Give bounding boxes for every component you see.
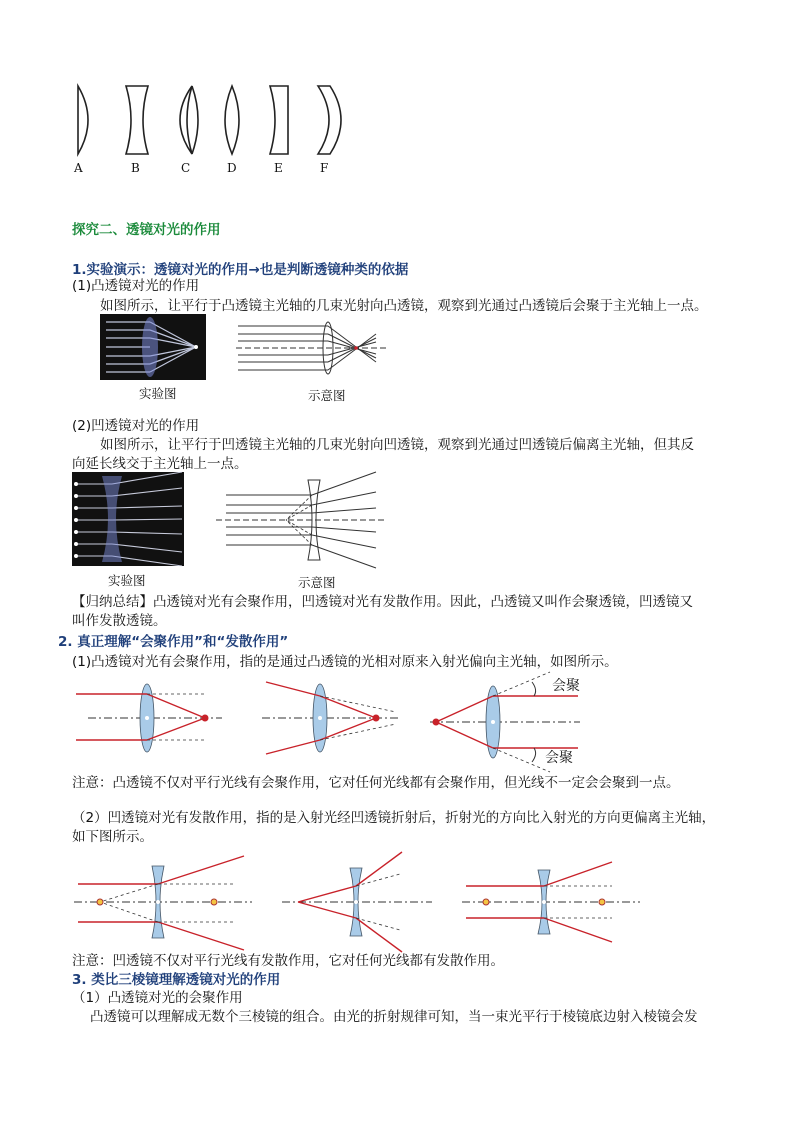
lens-label-f: F — [320, 161, 329, 175]
divergence-diagram-2 — [282, 852, 462, 952]
converge-note: 注意：凸透镜不仅对平行光线有会聚作用，它对任何光线都有会聚作用，但光线不一定会会聚到一点。 — [72, 775, 680, 791]
convex-schematic-caption: 示意图 — [308, 388, 346, 403]
summary-line-2: 叫作发散透镜。 — [72, 613, 167, 629]
convex-description: 如图所示，让平行于凸透镜主光轴的几束光射向凸透镜，观察到光通过凸透镜后会聚于主光轴上一点。 — [100, 298, 708, 314]
converge-label-top: 会聚 — [552, 678, 580, 694]
diverge-note: 注意：凹透镜不仅对平行光线有发散作用，它对任何光线都有发散作用。 — [72, 953, 504, 969]
convergence-diagram-1 — [72, 676, 232, 756]
section-title: 探究二、透镜对光的作用 — [72, 222, 221, 238]
lens-shapes-figure — [0, 0, 794, 190]
concave-experiment-photo — [72, 472, 184, 566]
convex-experiment-caption: 实验图 — [139, 386, 177, 401]
subsection-2-title: 2. 真正理解“会聚作用”和“发散作用” — [58, 634, 289, 650]
convergence-diagram-2 — [258, 676, 418, 756]
lens-label-c: C — [181, 161, 191, 175]
concave-experiment-caption: 实验图 — [108, 573, 146, 588]
lens-label-e: E — [274, 161, 283, 175]
lens-label-a: A — [74, 161, 83, 175]
converge-explanation: (1)凸透镜对光有会聚作用，指的是通过凸透镜的光相对原来入射光偏向主光轴，如图所示。 — [72, 654, 618, 670]
divergence-diagram-1 — [74, 852, 254, 952]
concave-heading: (2)凹透镜对光的作用 — [72, 418, 200, 434]
prism-heading: （1）凸透镜对光的会聚作用 — [72, 990, 243, 1006]
prism-description: 凸透镜可以理解成无数个三棱镜的组合。由光的折射规律可知，当一束光平行于棱镜底边射入棱镜会发 — [90, 1009, 698, 1025]
lens-label-d: D — [227, 161, 237, 175]
convex-schematic-diagram — [236, 318, 386, 378]
concave-description-2: 向延长线交于主光轴上一点。 — [72, 456, 248, 472]
convergence-diagram-3 — [430, 672, 620, 772]
subsection-1-title: 1.实验演示：透镜对光的作用→也是判断透镜种类的依据 — [72, 262, 409, 278]
concave-description-1: 如图所示，让平行于凹透镜主光轴的几束光射向凹透镜，观察到光通过凹透镜后偏离主光轴，但其反 — [100, 437, 694, 453]
divergence-diagram-3 — [462, 852, 642, 952]
converge-label-bottom: 会聚 — [545, 750, 573, 766]
lens-label-b: B — [131, 161, 140, 175]
convex-heading: (1)凸透镜对光的作用 — [72, 278, 200, 294]
subsection-3-title: 3. 类比三棱镜理解透镜对光的作用 — [72, 972, 281, 988]
diverge-explanation-2: 如下图所示。 — [72, 829, 153, 845]
concave-schematic-caption: 示意图 — [298, 575, 336, 590]
diverge-explanation-1: （2）凹透镜对光有发散作用，指的是入射光经凹透镜折射后，折射光的方向比入射光的方向更偏离主光轴， — [72, 810, 716, 826]
summary-line-1: 【归纳总结】凸透镜对光有会聚作用，凹透镜对光有发散作用。因此，凸透镜又叫作会聚透镜，凹透镜又 — [72, 594, 693, 610]
convex-experiment-photo — [100, 314, 206, 380]
concave-schematic-diagram — [216, 470, 386, 570]
